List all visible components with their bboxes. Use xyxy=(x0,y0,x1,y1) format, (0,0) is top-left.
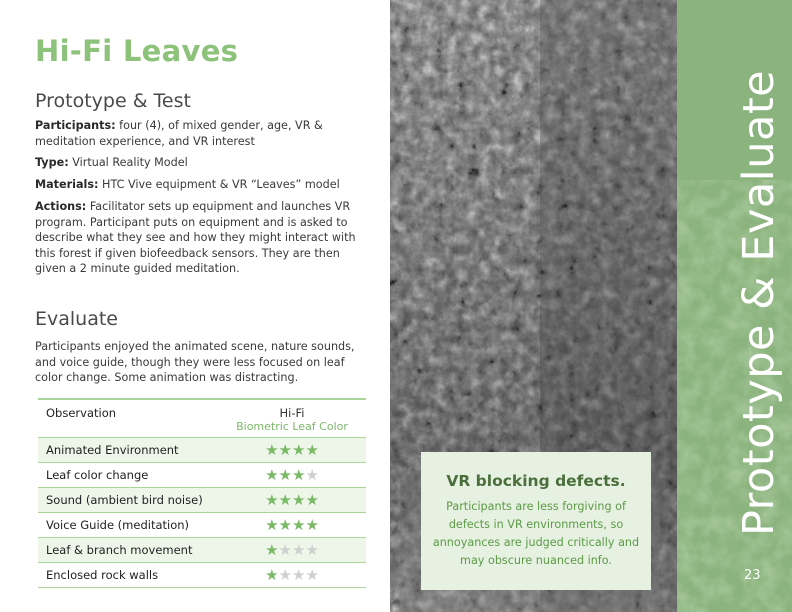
actions-text: Facilitator sets up equipment and launches VR program. Participant puts on equipment and is asked to describe what they see and how they might interact with this forest if given biofeedback sensors. They are then given a 2 minute guided meditation. xyxy=(35,200,356,275)
star-filled-icon: ★ xyxy=(305,441,319,459)
page-title: Hi-Fi Leaves xyxy=(35,34,239,68)
participants-label: Participants: xyxy=(35,119,116,132)
star-filled-icon: ★ xyxy=(265,566,279,584)
table-row xyxy=(38,463,366,488)
star-empty-icon: ★ xyxy=(305,541,319,559)
callout-box xyxy=(421,452,651,590)
column-hifi-label: Hi-Fi xyxy=(279,406,305,420)
rating-stars xyxy=(218,541,366,559)
observation-table xyxy=(38,398,366,588)
rating-stars xyxy=(218,491,366,509)
participants-text: four (4), of mixed gender, age, VR & meditation experience, and VR interest xyxy=(35,119,323,148)
rating-stars xyxy=(218,466,366,484)
evaluate-heading: Evaluate xyxy=(35,308,118,330)
actions-paragraph xyxy=(35,199,373,277)
rating-stars xyxy=(218,566,366,584)
star-empty-icon: ★ xyxy=(278,541,292,559)
prototype-heading: Prototype & Test xyxy=(35,90,191,112)
type-text: Virtual Reality Model xyxy=(68,156,188,169)
materials-label: Materials: xyxy=(35,178,99,191)
actions-label: Actions: xyxy=(35,200,87,213)
star-empty-icon: ★ xyxy=(292,541,306,559)
rating-stars xyxy=(218,441,366,459)
star-empty-icon: ★ xyxy=(305,466,319,484)
observation-cell: Leaf color change xyxy=(46,468,149,482)
star-filled-icon: ★ xyxy=(265,491,279,509)
star-empty-icon: ★ xyxy=(292,566,306,584)
callout-title: VR blocking defects. xyxy=(446,472,626,490)
materials-paragraph xyxy=(35,177,373,193)
column-observation: Observation xyxy=(46,406,117,420)
observation-cell: Enclosed rock walls xyxy=(46,568,159,582)
star-filled-icon: ★ xyxy=(278,466,292,484)
column-hifi-sublabel: Biometric Leaf Color xyxy=(236,420,348,433)
star-empty-icon: ★ xyxy=(278,566,292,584)
star-filled-icon: ★ xyxy=(292,441,306,459)
type-paragraph xyxy=(35,155,373,171)
table-body xyxy=(38,438,366,588)
evaluate-paragraph: Participants enjoyed the animated scene, nature sounds, and voice guide, though they were less focused on leaf color change. Some animation was distracting. xyxy=(35,340,355,384)
star-filled-icon: ★ xyxy=(265,466,279,484)
participants-paragraph xyxy=(35,118,373,149)
star-filled-icon: ★ xyxy=(292,466,306,484)
star-filled-icon: ★ xyxy=(278,516,292,534)
star-filled-icon: ★ xyxy=(278,491,292,509)
star-filled-icon: ★ xyxy=(292,491,306,509)
star-filled-icon: ★ xyxy=(265,441,279,459)
star-empty-icon: ★ xyxy=(305,566,319,584)
star-filled-icon: ★ xyxy=(305,491,319,509)
table-row xyxy=(38,563,366,588)
side-title: Prototype & Evaluate xyxy=(734,69,784,536)
observation-cell: Sound (ambient bird noise) xyxy=(46,493,203,507)
star-filled-icon: ★ xyxy=(278,441,292,459)
materials-text: HTC Vive equipment & VR “Leaves” model xyxy=(98,178,340,191)
page-number: 23 xyxy=(744,568,761,583)
table-row xyxy=(38,538,366,563)
column-hifi xyxy=(218,406,366,434)
star-filled-icon: ★ xyxy=(265,516,279,534)
observation-cell: Animated Environment xyxy=(46,443,179,457)
table-header xyxy=(38,398,366,438)
type-label: Type: xyxy=(35,156,69,169)
observation-cell: Leaf & branch movement xyxy=(46,543,193,557)
star-filled-icon: ★ xyxy=(265,541,279,559)
table-row xyxy=(38,438,366,463)
callout-body: Participants are less forgiving of defects in VR environments, so annoyances are judged critically and may obscure nuanced info. xyxy=(432,500,640,567)
star-filled-icon: ★ xyxy=(305,516,319,534)
table-row xyxy=(38,488,366,513)
observation-cell: Voice Guide (meditation) xyxy=(46,518,190,532)
table-row xyxy=(38,513,366,538)
rating-stars xyxy=(218,516,366,534)
star-filled-icon: ★ xyxy=(292,516,306,534)
